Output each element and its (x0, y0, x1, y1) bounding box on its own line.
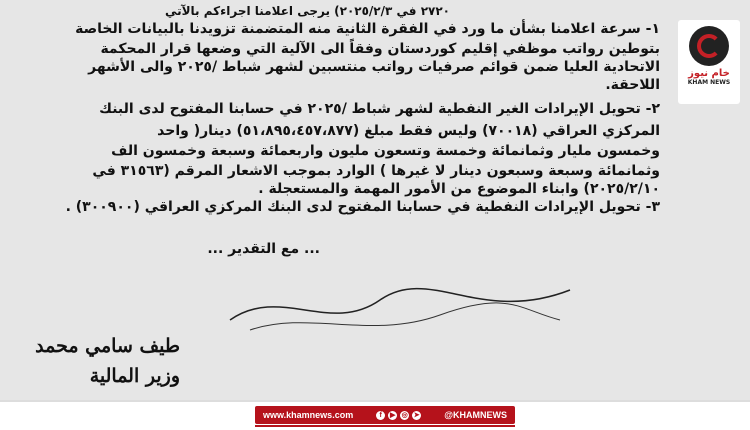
facebook-icon[interactable]: f (376, 411, 385, 420)
logo-arabic-text: خام نيوز (688, 68, 730, 79)
signature-scribble (220, 265, 580, 345)
text-line: الاتحادية العليا ضمن قوائم صرفيات رواتب منتسبين لشهر شباط /٢٠٢٥ والى الأشهر (88, 59, 660, 75)
text-line: ٢٠٢٥/٢/١٠) وابناء الموضوع من الأمور المهمة والمستعجلة . (258, 181, 660, 197)
signatory-title: وزير المالية (89, 365, 180, 387)
text-line: بتوطين رواتب موظفي إقليم كوردستان وفقاً الى الآلية التي وضعها قرار المحكمة (100, 41, 660, 57)
telegram-icon[interactable]: ➤ (413, 411, 420, 419)
text-line: وخمسون مليار وثمانمائة وخمسة وتسعون مليون واربعمائة وسبعة وخمسون الف (111, 143, 660, 159)
social-handle[interactable]: @KHAMNEWS (444, 410, 507, 420)
kham-news-logo (678, 20, 740, 104)
footer-underline (255, 425, 515, 427)
social-icons (376, 411, 421, 420)
signatory-name: طيف سامي محمد (35, 335, 180, 357)
text-line: وثمانمائة وسبعة وسبعون دينار لا غيرها ) الوارد بموجب الاشعار المرقم (٣١٥٦٣ في (92, 163, 660, 179)
footer-bar (0, 400, 750, 430)
greeting: ... مع التقدير ... (207, 241, 320, 257)
instagram-icon[interactable]: ◎ (401, 411, 408, 419)
footer-banner[interactable] (255, 406, 515, 424)
logo-english-text: KHAM NEWS (687, 79, 731, 86)
youtube-icon[interactable]: ▶ (390, 411, 396, 419)
intro-line: ٢٧٢٠ في ٢٠٢٥/٢/٣) يرجى اعلامنا اجراءكم بالآتي (164, 4, 450, 18)
kham-logo-icon (689, 26, 729, 66)
text-line: ٢- تحويل الإيرادات الغير النفطية لشهر شباط /٢٠٢٥ في حسابنا المفتوح لدى البنك (99, 101, 660, 117)
text-line: اللاحقة. (605, 77, 660, 93)
website-link[interactable]: www.khamnews.com (263, 410, 354, 420)
text-line: المركزي العراقي (٧٠٠١٨) وليس فقط مبلغ (٥١،٨٩٥،٤٥٧،٨٧٧) دينار( واحد (157, 123, 660, 139)
footer-divider (0, 400, 750, 402)
text-line: ١- سرعة اعلامنا بشأن ما ورد في الفقرة الثانية منه المتضمنة تزويدنا بالبيانات الخاصة (75, 21, 660, 37)
text-line: ٣- تحويل الإيرادات النفطية في حسابنا المفتوح لدى البنك المركزي العراقي (٣٠٠٩٠٠) . (65, 199, 660, 215)
